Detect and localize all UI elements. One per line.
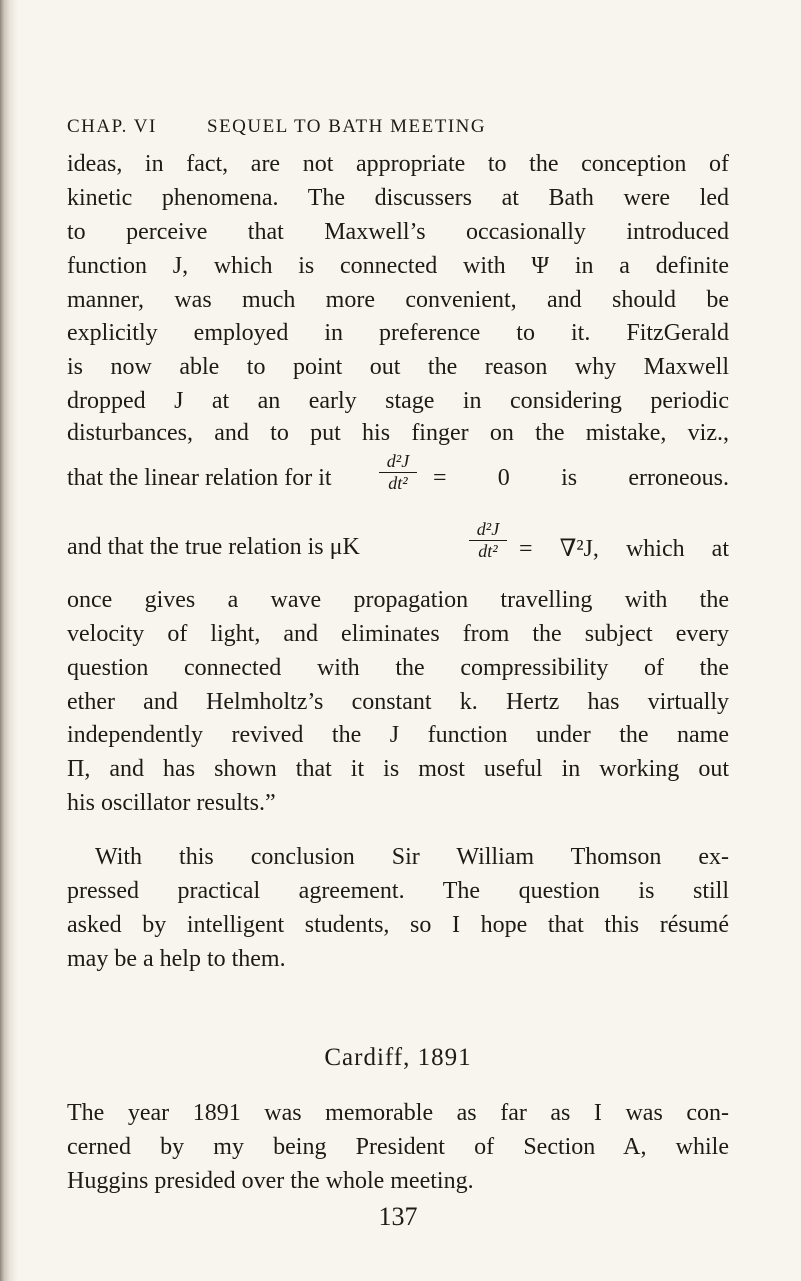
equation-1-numerator: d²J [386,451,410,471]
text-line: With this conclusion Sir William Thomson ex- [95,844,729,870]
text-line: disturbances, and to put his finger on the mistake, viz., [67,420,729,446]
equation-1-fraction [379,452,417,492]
text-line: cerned by my being President of Section A, while [67,1134,729,1160]
text-line: kinetic phenomena. The discussers at Bath were led [67,185,729,211]
equation-1-lead-text: that the linear relation for it [67,465,332,491]
text-line: is now able to point out the reason why Maxwell [67,354,729,380]
text-line: may be a help to them. [67,946,286,972]
equation-2-fraction [469,520,507,560]
text-line: Huggins presided over the whole meeting. [67,1168,474,1194]
equation-2-denominator: dt² [478,541,498,561]
page-edge-shadow [0,0,18,1281]
text-line: to perceive that Maxwell’s occasionally introduced [67,219,729,245]
text-line: pressed practical agreement. The question is still [67,878,729,904]
equation-1-denominator: dt² [388,473,408,493]
text-line: question connected with the compressibility of the [67,655,729,681]
chapter-label: CHAP. VI [67,116,157,137]
running-title: SEQUEL TO BATH MEETING [207,116,487,137]
equation-line-2 [67,520,729,580]
equation-1-trail-text: = 0 is erroneous. [433,465,729,491]
equation-2-trail-text: = ∇²J, which at [519,536,729,562]
text-line: velocity of light, and eliminates from the subject every [67,621,729,647]
text-line: ideas, in fact, are not appropriate to the conception of [67,151,729,177]
equation-2-numerator: d²J [476,519,500,539]
text-line: ether and Helmholtz’s constant k. Hertz has virtually [67,689,729,715]
text-line: asked by intelligent students, so I hope that this résumé [67,912,729,938]
equation-line-1 [67,452,729,512]
section-heading: Cardiff, 1891 [324,1044,472,1071]
text-line: function J, which is connected with Ψ in a definite [67,253,729,279]
text-line: explicitly employed in preference to it. FitzGerald [67,320,729,346]
text-line: Π, and has shown that it is most useful in working out [67,756,729,782]
text-line: manner, was much more convenient, and should be [67,287,729,313]
text-line: his oscillator results.” [67,790,276,816]
text-line: The year 1891 was memorable as far as I was con- [67,1100,729,1126]
page-number: 137 [378,1202,418,1231]
text-line: dropped J at an early stage in considering periodic [67,388,729,414]
text-line: once gives a wave propagation travelling with the [67,587,729,613]
text-line: independently revived the J function under the name [67,722,729,748]
equation-2-lead-text: and that the true relation is μK [67,534,360,560]
